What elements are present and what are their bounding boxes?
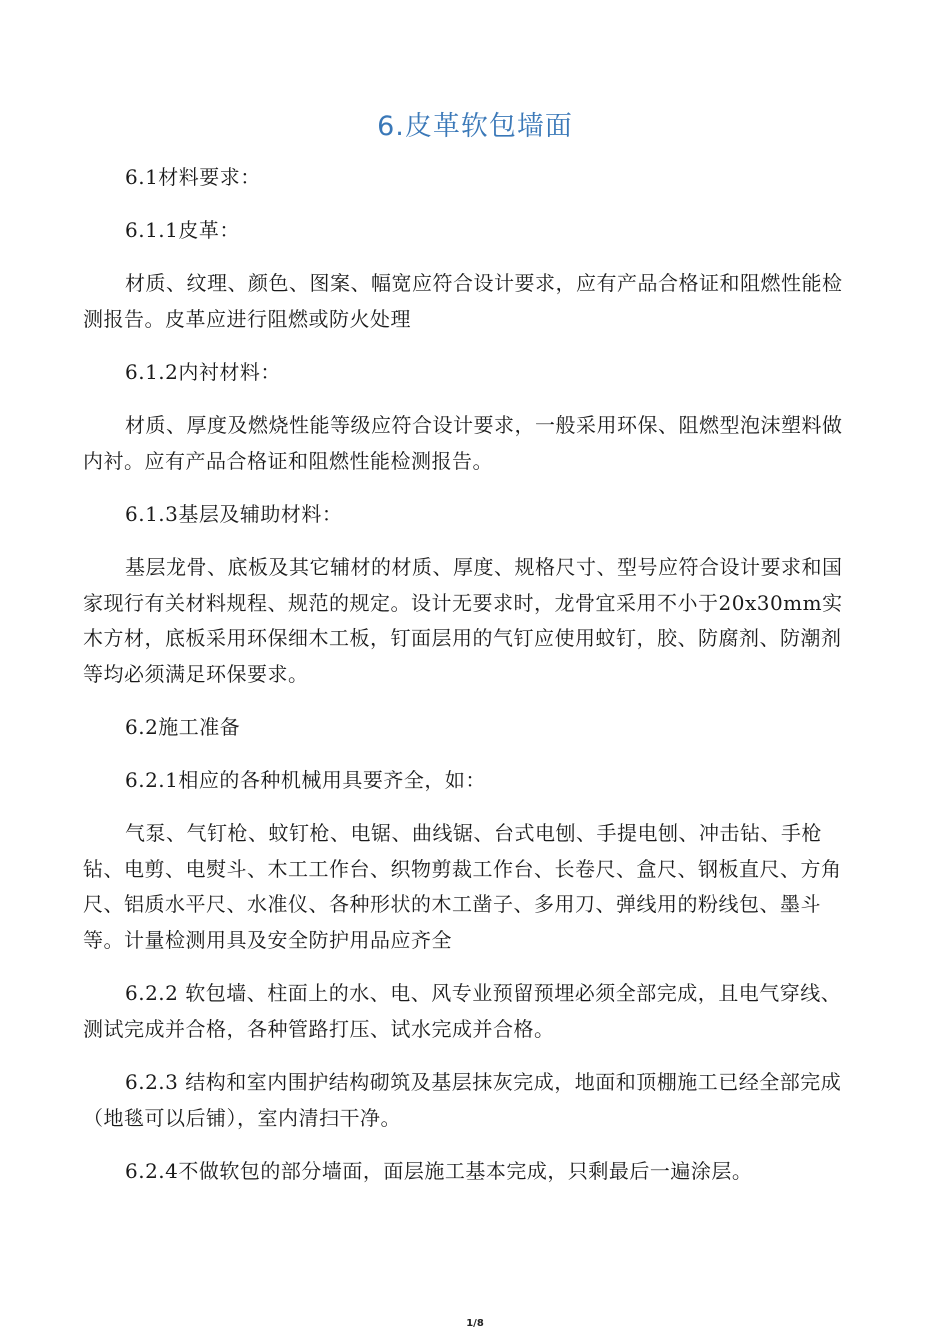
paragraph-6-2-4: 6.2.4不做软包的部分墙面，面层施工基本完成，只剩最后一遍涂层。: [125, 1159, 753, 1183]
section-heading-6-2: 6.2施工准备: [125, 715, 241, 739]
paragraph-6-2-2: 6.2.2 软包墙、柱面上的水、电、风专业预留预埋必须全部完成，且电气穿线、测试完成并合格，各种管路打压、试水完成并合格。: [83, 981, 842, 1041]
paragraph-leather-requirements: 材质、纹理、颜色、图案、幅宽应符合设计要求，应有产品合格证和阻燃性能检测报告。皮革应进行阻燃或防火处理: [83, 271, 843, 331]
subsection-heading-6-1-1: 6.1.1皮革：: [125, 218, 240, 242]
paragraph-6-2-3: 6.2.3 结构和室内围护结构砌筑及基层抹灰完成，地面和顶棚施工已经全部完成（地毯可以后铺），室内清扫干净。: [83, 1070, 842, 1130]
document-title: 6.皮革软包墙面: [377, 111, 573, 142]
section-heading-6-1: 6.1材料要求：: [125, 165, 261, 189]
paragraph-tools-list: 气泵、气钉枪、蚊钉枪、电锯、曲线锯、台式电刨、手提电刨、冲击钻、手枪钻、电剪、电熨斗、木工工作台、织物剪裁工作台、长卷尺、盒尺、钢板直尺、方角尺、铝质水平尺、水准仪、各种形状的木工凿子、多用刀、弹线用的粉线包、墨斗等。计量检测用具及安全防护用品应齐全: [83, 821, 842, 952]
page-number: 1/8: [466, 1318, 484, 1329]
subsection-heading-6-2-1: 6.2.1相应的各种机械用具要齐全，如：: [125, 768, 486, 792]
subsection-heading-6-1-2: 6.1.2内衬材料：: [125, 360, 281, 384]
subsection-heading-6-1-3: 6.1.3基层及辅助材料：: [125, 502, 343, 526]
paragraph-base-materials: 基层龙骨、底板及其它辅材的材质、厚度、规格尺寸、型号应符合设计要求和国家现行有关材料规程、规范的规定。设计无要求时，龙骨宜采用不小于20x30mm实木方材，底板采用环保细木工板，钉面层用的气钉应使用蚊钉，胶、防腐剂、防潮剂等均必须满足环保要求。: [83, 555, 843, 686]
paragraph-lining-requirements: 材质、厚度及燃烧性能等级应符合设计要求，一般采用环保、阻燃型泡沫塑料做内衬。应有产品合格证和阻燃性能检测报告。: [83, 413, 843, 473]
